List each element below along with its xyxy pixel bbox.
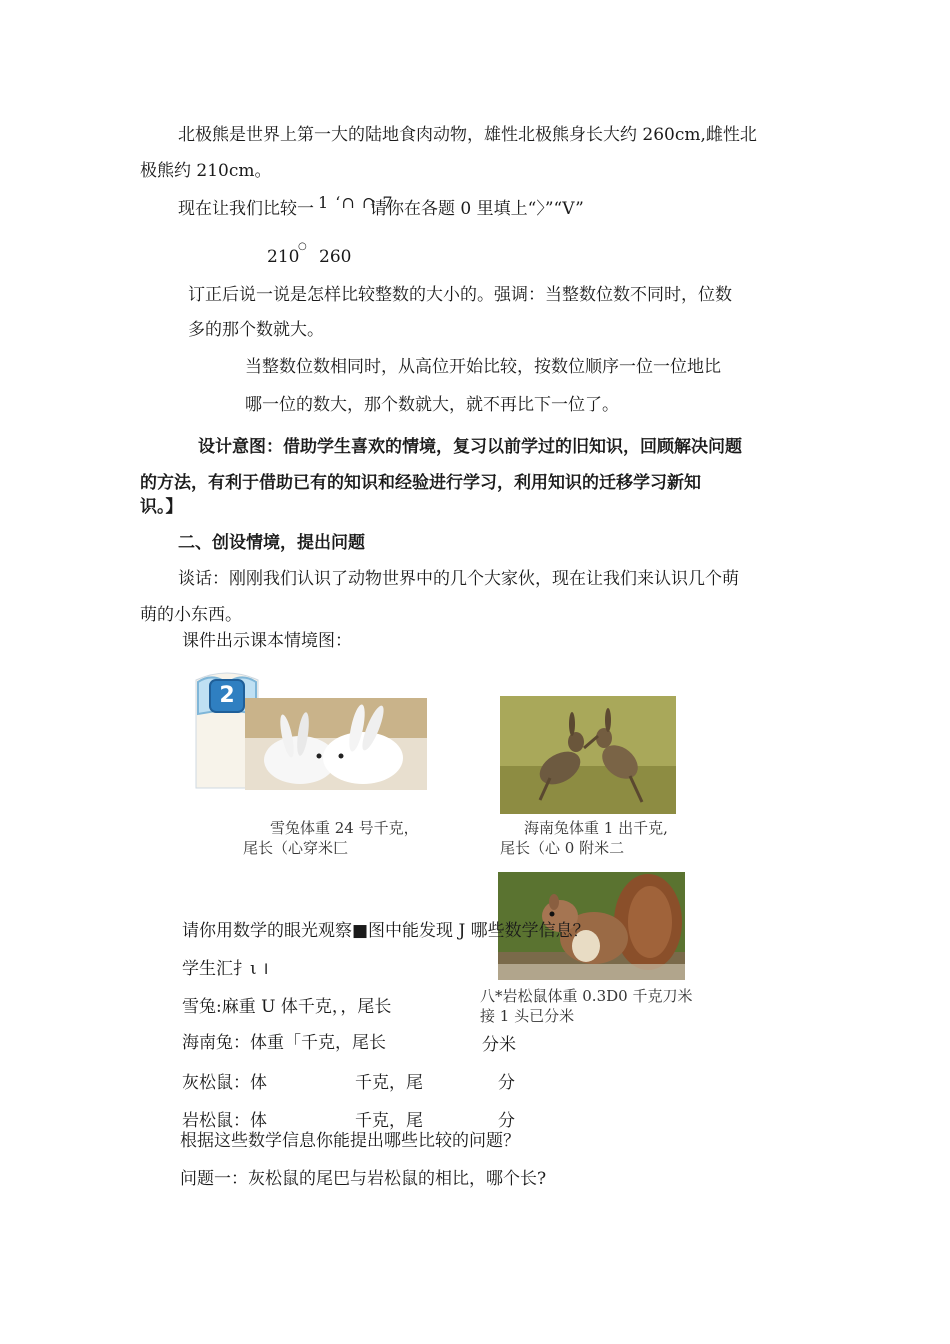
hainan-info-label: 海南兔：体重「千克，尾长 xyxy=(182,1033,386,1053)
squirrel-caption-line1: 八*岩松鼠体重 0.3D0 千克刀米 xyxy=(480,987,693,1005)
rock-info-kg-wrap xyxy=(355,1110,423,1131)
observe-line: 请你用数学的眼光观察■图中能发现 J 哪些数学信息？ xyxy=(182,921,590,941)
talk-line2: 萌的小东西。 xyxy=(140,605,242,625)
para2-overlay: 1 ʻ∩ ∩ 7 xyxy=(318,193,394,212)
question-prompt: 根据这些数学信息你能提出哪些比较的问题？ xyxy=(180,1131,520,1151)
rock-info-label: 岩松鼠：体 xyxy=(182,1111,267,1131)
para3-line2: 多的那个数就大。 xyxy=(188,320,324,340)
para1-line2: 极熊约 210cm。 xyxy=(140,161,272,181)
question-one: 问题一：灰松鼠的尾巴与岩松鼠的相比，哪个长? xyxy=(180,1169,547,1189)
squirrel-caption-2-wrap xyxy=(480,1006,575,1025)
students-line: 学生汇扌ι । xyxy=(182,959,269,979)
rock-info-label-wrap xyxy=(182,1110,267,1131)
compare-circle: ○ xyxy=(298,241,307,252)
snow-hare-photo xyxy=(245,698,427,790)
grey-info-unit-wrap xyxy=(498,1072,515,1093)
section-heading: 二、创设情境，提出问题 xyxy=(178,533,365,553)
rock-info-unit-wrap xyxy=(498,1110,515,1131)
para4-line1: 当整数位数相同时，从高位开始比较，按数位顺序一位一位地比 xyxy=(245,357,721,377)
talk-line1: 谈话：刚刚我们认识了动物世界中的几个大家伙，现在让我们来认识几个萌 xyxy=(178,569,739,589)
grey-info-kg: 千克，尾 xyxy=(355,1073,423,1093)
hainan-hare-caption-line2: 尾长（心 0 附米二 xyxy=(500,839,625,857)
hainan-info-unit: 分米 xyxy=(482,1035,516,1055)
badge-number: 2 xyxy=(219,683,235,708)
squirrel-caption-line2: 接 1 头已分米 xyxy=(480,1007,575,1025)
design-line3: 识。】 xyxy=(140,497,183,517)
snow-hare-caption-2-wrap xyxy=(243,838,349,857)
snow-hare-image xyxy=(245,698,427,790)
rock-info-kg: 千克，尾 xyxy=(355,1111,423,1131)
courseware-text: 课件出示课本情境图： xyxy=(182,631,352,651)
grey-info-label-wrap xyxy=(182,1072,267,1093)
compare-left: 210 xyxy=(267,247,300,267)
grey-info-kg-wrap xyxy=(355,1072,423,1093)
snow-hare-caption-line1: 雪兔体重 24 号千克， xyxy=(270,819,419,837)
snow-hare-caption-line2: 尾长（心穿米匚 xyxy=(243,839,349,857)
grey-info-unit: 分 xyxy=(498,1073,515,1093)
para4-line2: 哪一位的数大，那个数就大，就不再比下一位了。 xyxy=(245,395,619,415)
hainan-hare-photo xyxy=(500,696,676,814)
para2-after: 请你在各题 0 里填上“〉”“V” xyxy=(370,199,584,219)
hainan-hare-caption-2-wrap xyxy=(500,838,625,857)
compare-right: 260 xyxy=(319,247,352,267)
hainan-hare-caption-line1: 海南兔体重 1 出千克, xyxy=(524,819,668,837)
para2-before: 现在让我们比较一 xyxy=(178,199,314,219)
courseware-line xyxy=(182,630,352,651)
design-line2: 的方法，有利于借助已有的知识和经验进行学习，利用知识的迁移学习新知 xyxy=(140,473,701,493)
para1-line1: 北极熊是世界上第一大的陆地食肉动物，雄性北极熊身长大约 260cm,雌性北 xyxy=(178,125,757,145)
design-line1: 设计意图：借助学生喜欢的情境，复习以前学过的旧知识，回顾解决问题 xyxy=(198,437,742,457)
para3-line1: 订正后说一说是怎样比较整数的大小的。强调：当整数位数不同时，位数 xyxy=(188,285,732,305)
hainan-hare-image xyxy=(500,696,676,814)
snow-info-label: 雪兔:麻重 U 体千克，，尾长 xyxy=(182,997,392,1017)
rock-info-unit: 分 xyxy=(498,1111,515,1131)
grey-info-label: 灰松鼠：体 xyxy=(182,1073,267,1093)
